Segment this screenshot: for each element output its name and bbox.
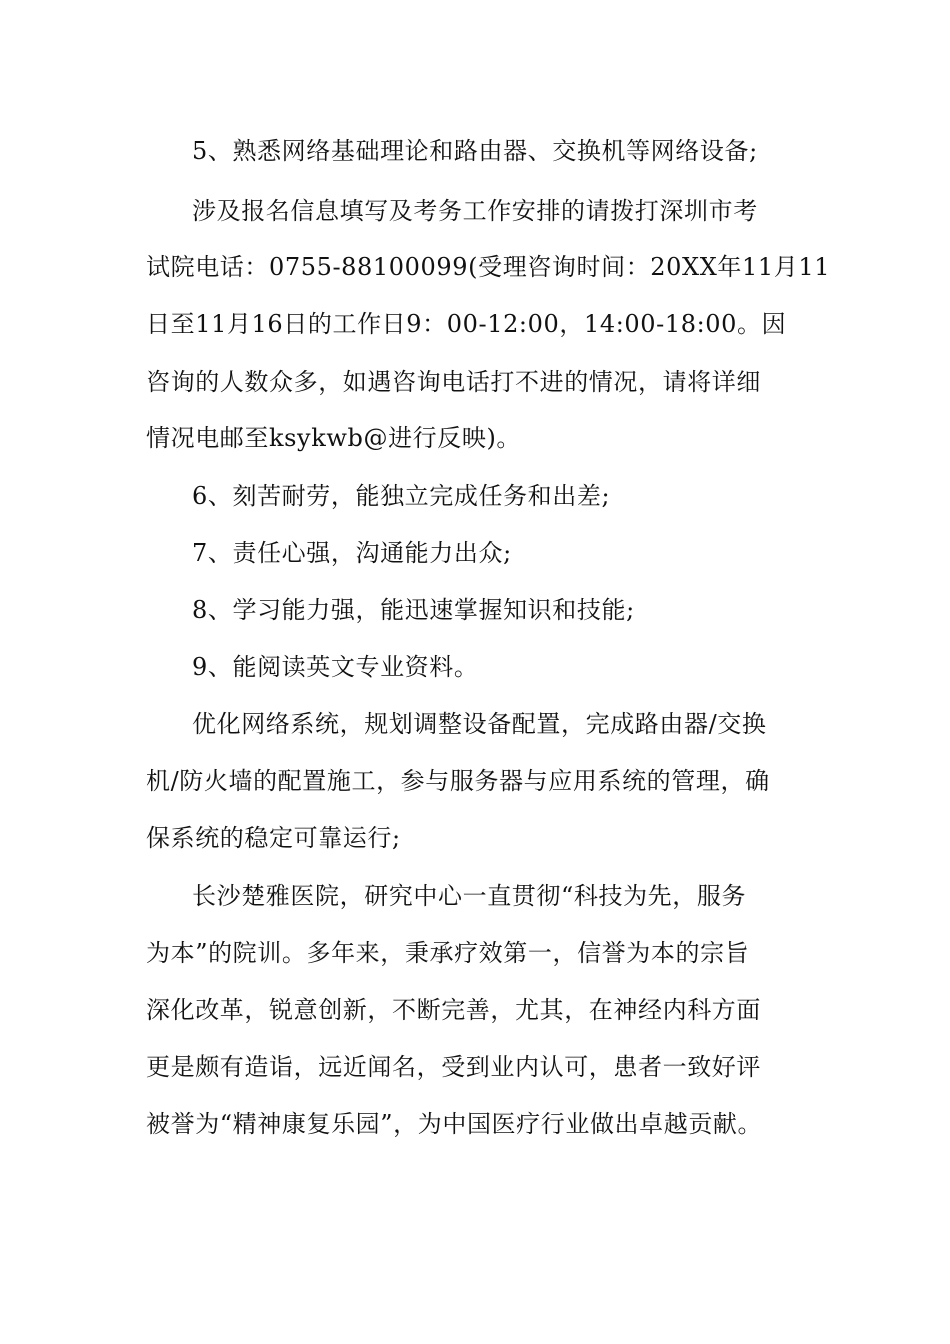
text-line: 试院电话：0755-88100099(受理咨询时间：20XX年11月11 — [146, 253, 831, 281]
text-line: 保系统的稳定可靠运行; — [146, 824, 401, 852]
text-line: 更是颇有造诣，远近闻名，受到业内认可，患者一致好评 — [146, 1053, 761, 1081]
text-line: 为本”的院训。多年来，秉承疗效第一，信誉为本的宗旨 — [146, 939, 750, 967]
text-line: 长沙楚雅医院，研究中心一直贯彻“科技为先，服务 — [192, 882, 747, 910]
text-line: 日至11月16日的工作日9：00-12:00，14:00-18:00。因 — [146, 310, 787, 338]
text-line: 优化网络系统，规划调整设备配置，完成路由器/交换 — [192, 710, 767, 738]
text-line: 5、熟悉网络基础理论和路由器、交换机等网络设备; — [192, 137, 758, 165]
text-line: 8、学习能力强，能迅速掌握知识和技能; — [192, 596, 635, 624]
text-line: 深化改革，锐意创新，不断完善，尤其，在神经内科方面 — [146, 996, 761, 1024]
text-line: 9、能阅读英文专业资料。 — [192, 653, 479, 681]
text-line: 7、责任心强，沟通能力出众; — [192, 539, 512, 567]
text-line: 被誉为“精神康复乐园”，为中国医疗行业做出卓越贡献。 — [146, 1110, 763, 1138]
text-line: 涉及报名信息填写及考务工作安排的请拨打深圳市考 — [192, 197, 758, 225]
text-line: 情况电邮至ksykwb@进行反映)。 — [146, 424, 522, 452]
text-line: 6、刻苦耐劳，能独立完成任务和出差; — [192, 482, 611, 510]
text-line: 机/防火墙的配置施工，参与服务器与应用系统的管理，确 — [146, 767, 770, 795]
text-line: 咨询的人数众多，如遇咨询电话打不进的情况，请将详细 — [146, 368, 761, 396]
